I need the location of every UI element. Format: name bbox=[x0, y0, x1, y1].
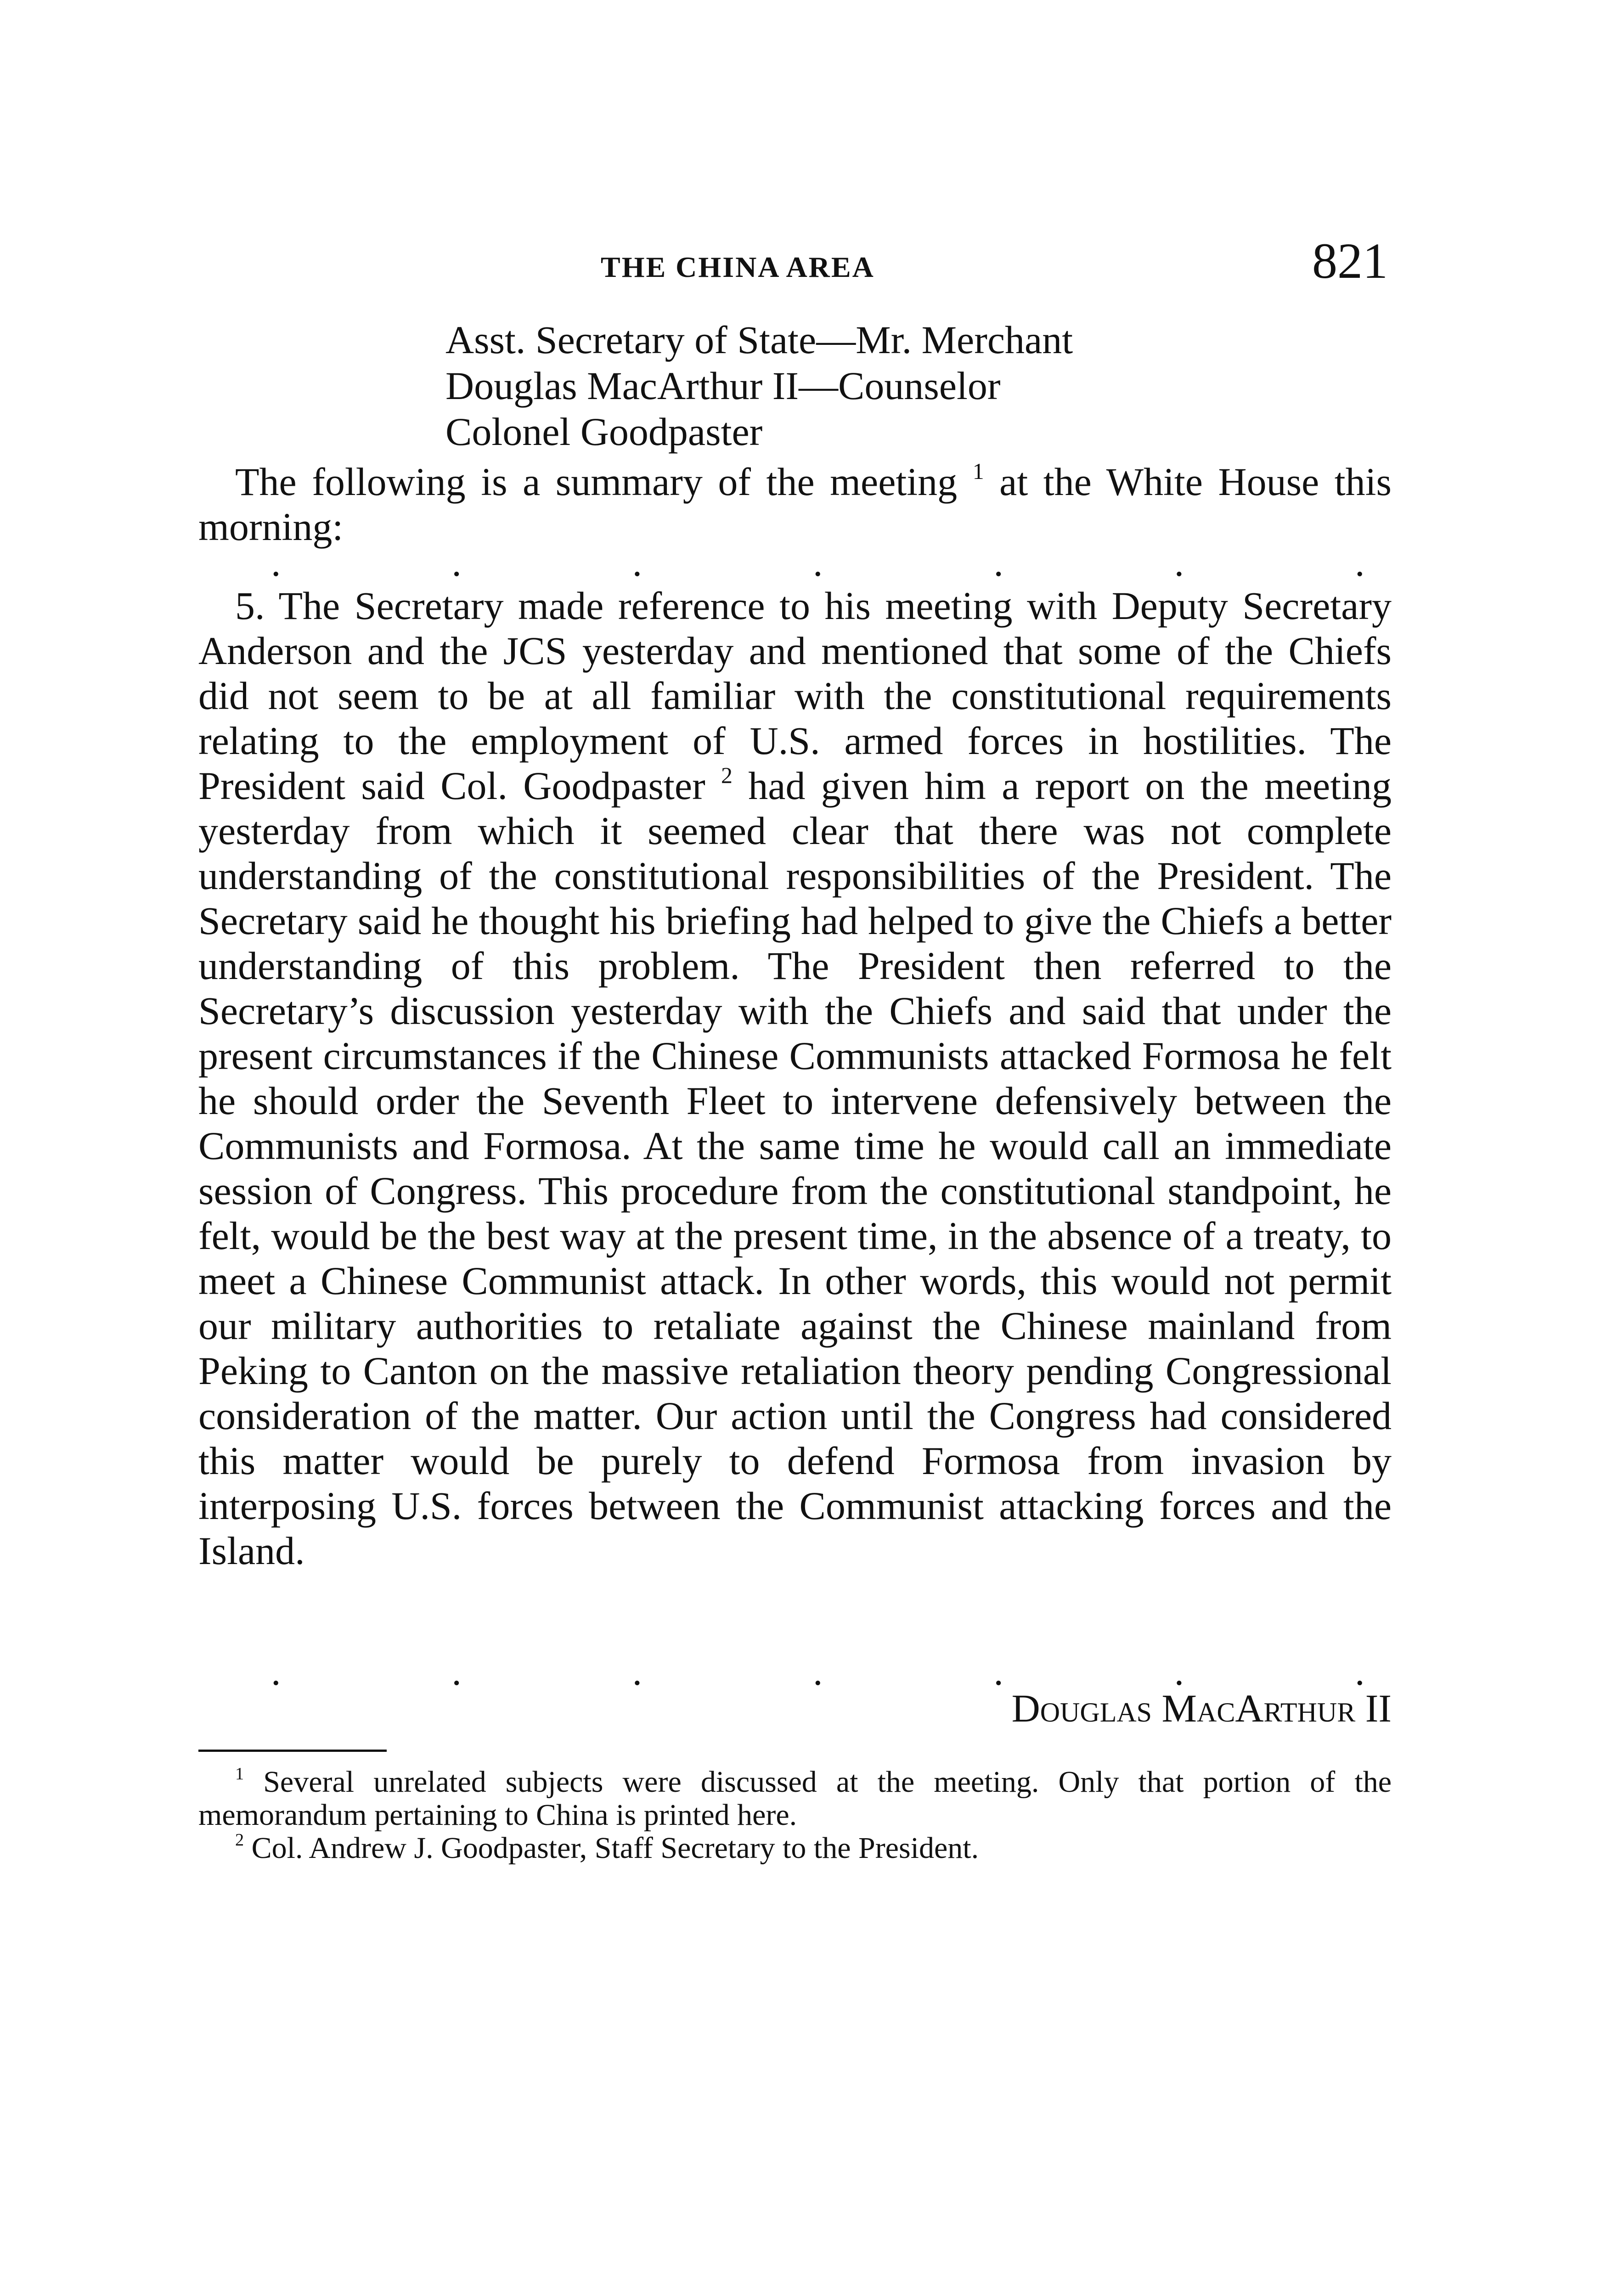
attendee-list bbox=[445, 317, 1073, 455]
ellipsis-dot: . bbox=[1174, 540, 1184, 585]
paragraph-text: had given him a report on the meeting yesterday from which it seemed clear that there was not complete understanding of the constitutional responsibilities of the President. The Secretary said he thought his briefing had helped to give the Chiefs a better understanding of this problem. The President then referred to the Secretary’s discussion yesterday with the Chiefs and said that under the present circumstances if the Chinese Communists attacked Formosa he felt he should order the Seventh Fleet to intervene defensively between the Communists and Formosa. At the same time he would call an immediate session of Congress. This procedure from the constitutional standpoint, he felt, would be the best way at the present time, in the absence of a treaty, to meet a Chinese Communist attack. In other words, this would not permit our military authorities to retaliate against the Chinese mainland from Peking to Canton on the massive retaliation theory pending Congressional consideration of the matter. Our action until the Congress had considered this matter would be purely to defend Formosa from invasion by interposing U.S. forces between the Communist attacking forces and the Island. bbox=[198, 764, 1392, 1573]
intro-paragraph bbox=[198, 459, 1392, 549]
ellipsis-dot: . bbox=[993, 1649, 1003, 1694]
ellipsis-dot: . bbox=[451, 540, 462, 585]
running-title: THE CHINA AREA bbox=[601, 251, 875, 283]
page-number: 821 bbox=[1312, 233, 1388, 289]
ellipsis-dot: . bbox=[271, 1649, 281, 1694]
ellipsis-dot: . bbox=[812, 540, 823, 585]
paragraph-text: 5. The Secretary made reference to his meeting with Deputy Secretary Anderson and the JCS yesterday and mentioned that some of the Chiefs did not seem to be at all familiar with the constitutional requirements relating to the employment of U.S. armed forces in hostilities. The President said Col. Goodpaster bbox=[198, 584, 1392, 808]
ellipsis-dot: . bbox=[1354, 1649, 1365, 1694]
footnote bbox=[198, 1766, 1392, 1832]
paragraph-5 bbox=[198, 583, 1392, 1573]
signature: Douglas MacArthur II bbox=[1011, 1686, 1392, 1730]
ellipsis-dot: . bbox=[993, 540, 1003, 585]
ellipsis-dot: . bbox=[812, 1649, 823, 1694]
footnote-marker: 1 bbox=[235, 1764, 244, 1784]
ellipsis-row bbox=[271, 540, 1365, 585]
footnote bbox=[198, 1832, 1392, 1865]
footnote-marker: 2 bbox=[235, 1830, 244, 1850]
footnote-divider bbox=[198, 1750, 387, 1752]
intro-text: The following is a summary of the meeting bbox=[235, 460, 958, 504]
attendee-line: Asst. Secretary of State—Mr. Merchant bbox=[445, 318, 1073, 362]
footnote-ref: 1 bbox=[972, 459, 984, 484]
ellipsis-dot: . bbox=[451, 1649, 462, 1694]
ellipsis-dot: . bbox=[632, 1649, 643, 1694]
ellipsis-row bbox=[271, 1649, 1365, 1694]
footnotes bbox=[198, 1766, 1392, 1865]
ellipsis-dot: . bbox=[632, 540, 643, 585]
attendee-line: Douglas MacArthur II—Counselor bbox=[445, 364, 1001, 408]
ellipsis-dot: . bbox=[1174, 1649, 1184, 1694]
footnote-ref: 2 bbox=[721, 763, 733, 788]
footnote-text: Col. Andrew J. Goodpaster, Staff Secretary to the President. bbox=[251, 1831, 979, 1865]
footnote-text: Several unrelated subjects were discussed at the meeting. Only that portion of the memorandum pertaining to China is printed here. bbox=[198, 1765, 1392, 1832]
intro-text: at the White House this morning: bbox=[198, 460, 1392, 549]
ellipsis-dot: . bbox=[1354, 540, 1365, 585]
attendee-line: Colonel Goodpaster bbox=[445, 410, 763, 454]
ellipsis-dot: . bbox=[271, 540, 281, 585]
